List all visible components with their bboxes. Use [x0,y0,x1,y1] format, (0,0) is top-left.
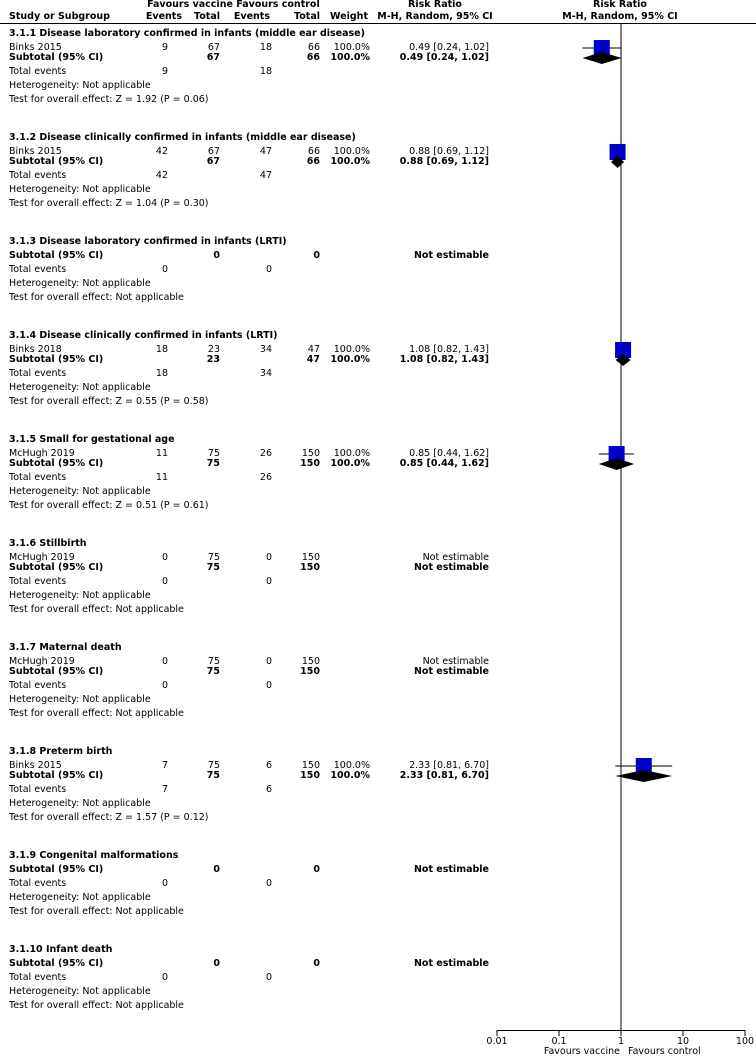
total-events-label: Total events [9,170,67,181]
subtotal-weight: 100.0% [330,52,370,63]
subgroup-title: 3.1.1 Disease laboratory confirmed in infants (middle ear disease) [9,28,365,39]
subtotal-risk-ratio-ci: 0.85 [0.44, 1.62] [399,458,489,469]
study-events-control: 26 [259,448,272,459]
total-events-label: Total events [9,972,67,983]
subtotal-total-control: 0 [313,250,320,261]
study-total-control: 150 [301,760,320,771]
subtotal-total-control: 0 [313,864,320,875]
header-group-control: Favours control [236,0,320,10]
study-total-control: 47 [307,344,320,355]
heterogeneity-text: Heterogeneity: Not applicable [9,986,151,997]
overall-effect-text: Test for overall effect: Not applicable [9,604,184,615]
study-total-vaccine: 23 [207,344,220,355]
axis-label-favours-control: Favours control [628,1046,701,1057]
study-name: McHugh 2019 [9,552,75,563]
study-total-control: 66 [307,42,320,53]
total-events-control: 0 [265,264,272,275]
heterogeneity-text: Heterogeneity: Not applicable [9,486,151,497]
study-name: Binks 2015 [9,146,62,157]
header-col-study: Study or Subgroup [9,11,110,22]
study-total-control: 66 [307,146,320,157]
subtotal-risk-ratio-ci: Not estimable [413,666,489,677]
overall-effect-text: Test for overall effect: Z = 1.57 (P = 0.12) [9,812,209,823]
subtotal-total-control: 47 [306,354,320,365]
total-events-control: 6 [265,784,272,795]
subtotal-label: Subtotal (95% CI) [9,354,104,365]
overall-effect-text: Test for overall effect: Z = 0.51 (P = 0.61) [9,500,209,511]
header-rr-plot-method: M-H, Random, 95% CI [562,11,678,22]
subtotal-total-vaccine: 67 [206,52,220,63]
total-events-vaccine: 7 [161,784,168,795]
subgroup-title: 3.1.3 Disease laboratory confirmed in infants (LRTI) [9,236,287,247]
heterogeneity-text: Heterogeneity: Not applicable [9,892,151,903]
header-col-total-vaccine: Total [194,11,220,22]
study-events-control: 0 [265,656,272,667]
subtotal-label: Subtotal (95% CI) [9,770,104,781]
study-total-control: 150 [301,448,320,459]
total-events-vaccine: 0 [161,576,168,587]
total-events-vaccine: 18 [155,368,168,379]
overall-effect-text: Test for overall effect: Z = 1.04 (P = 0.30) [9,198,209,209]
study-events-control: 34 [259,344,272,355]
study-events-vaccine: 18 [155,344,168,355]
total-events-vaccine: 9 [161,66,168,77]
total-events-vaccine: 42 [155,170,168,181]
study-risk-ratio-ci: 1.08 [0.82, 1.43] [409,344,489,355]
subtotal-risk-ratio-ci: 2.33 [0.81, 6.70] [399,770,489,781]
subtotal-weight: 100.0% [330,770,370,781]
subtotal-total-control: 66 [306,52,320,63]
total-events-control: 0 [265,878,272,889]
heterogeneity-text: Heterogeneity: Not applicable [9,694,151,705]
study-weight: 100.0% [333,42,370,53]
study-events-vaccine: 11 [155,448,168,459]
study-total-vaccine: 67 [207,42,220,53]
heterogeneity-text: Heterogeneity: Not applicable [9,798,151,809]
study-total-vaccine: 75 [207,552,220,563]
overall-effect-text: Test for overall effect: Z = 1.92 (P = 0.06) [9,94,209,105]
heterogeneity-text: Heterogeneity: Not applicable [9,80,151,91]
header-col-events-vaccine: Events [145,11,182,22]
study-name: McHugh 2019 [9,448,75,459]
subtotal-total-control: 150 [300,666,320,677]
study-risk-ratio-ci: 0.88 [0.69, 1.12] [409,146,489,157]
study-risk-ratio-ci: 0.49 [0.24, 1.02] [409,42,489,53]
study-risk-ratio-ci: 2.33 [0.81, 6.70] [409,760,489,771]
study-events-vaccine: 7 [161,760,168,771]
study-name: McHugh 2019 [9,656,75,667]
subtotal-risk-ratio-ci: Not estimable [413,958,489,969]
total-events-vaccine: 0 [161,878,168,889]
heterogeneity-text: Heterogeneity: Not applicable [9,590,151,601]
subgroup-title: 3.1.4 Disease clinically confirmed in infants (LRTI) [9,330,278,341]
study-events-control: 18 [259,42,272,53]
study-weight: 100.0% [333,448,370,459]
total-events-control: 26 [259,472,272,483]
study-weight: 100.0% [333,344,370,355]
subtotal-label: Subtotal (95% CI) [9,666,104,677]
subtotal-risk-ratio-ci: 0.88 [0.69, 1.12] [399,156,489,167]
study-risk-ratio-ci: 0.85 [0.44, 1.62] [409,448,489,459]
header-col-events-control: Events [233,11,270,22]
axis-tick-label: 10 [676,1036,690,1047]
study-name: Binks 2015 [9,760,62,771]
study-weight: 100.0% [333,146,370,157]
study-name: Binks 2015 [9,42,62,53]
study-weight: 100.0% [333,760,370,771]
study-events-vaccine: 0 [161,656,168,667]
subtotal-total-control: 150 [300,458,320,469]
subgroup-title: 3.1.5 Small for gestational age [9,434,175,445]
subtotal-risk-ratio-ci: 0.49 [0.24, 1.02] [399,52,489,63]
total-events-label: Total events [9,878,67,889]
subtotal-diamond [599,458,634,470]
total-events-label: Total events [9,472,67,483]
study-total-control: 150 [301,552,320,563]
heterogeneity-text: Heterogeneity: Not applicable [9,278,151,289]
total-events-vaccine: 0 [161,680,168,691]
study-events-vaccine: 9 [161,42,168,53]
total-events-control: 47 [259,170,272,181]
heterogeneity-text: Heterogeneity: Not applicable [9,382,151,393]
subtotal-weight: 100.0% [330,458,370,469]
subtotal-weight: 100.0% [330,354,370,365]
subgroup-title: 3.1.8 Preterm birth [9,746,113,757]
subtotal-label: Subtotal (95% CI) [9,958,104,969]
subtotal-weight: 100.0% [330,156,370,167]
study-total-vaccine: 75 [207,760,220,771]
total-events-control: 0 [265,680,272,691]
subtotal-label: Subtotal (95% CI) [9,458,104,469]
subtotal-total-control: 150 [300,562,320,573]
subgroup-title: 3.1.10 Infant death [9,944,113,955]
study-events-vaccine: 42 [155,146,168,157]
subtotal-diamond [615,770,672,782]
heterogeneity-text: Heterogeneity: Not applicable [9,184,151,195]
study-total-vaccine: 75 [207,448,220,459]
study-name: Binks 2018 [9,344,62,355]
total-events-label: Total events [9,66,67,77]
subtotal-total-vaccine: 23 [206,354,220,365]
subtotal-total-vaccine: 75 [206,770,220,781]
total-events-vaccine: 0 [161,264,168,275]
subtotal-total-vaccine: 75 [206,562,220,573]
overall-effect-text: Test for overall effect: Not applicable [9,1000,184,1011]
overall-effect-text: Test for overall effect: Z = 0.55 (P = 0.58) [9,396,209,407]
overall-effect-text: Test for overall effect: Not applicable [9,292,184,303]
subgroup-title: 3.1.2 Disease clinically confirmed in infants (middle ear disease) [9,132,356,143]
subgroup-title: 3.1.6 Stillbirth [9,538,87,549]
total-events-control: 0 [265,972,272,983]
study-risk-ratio-ci: Not estimable [422,552,489,563]
study-events-vaccine: 0 [161,552,168,563]
overall-effect-text: Test for overall effect: Not applicable [9,906,184,917]
subtotal-total-vaccine: 0 [213,958,220,969]
header-col-total-control: Total [294,11,320,22]
subtotal-total-control: 66 [306,156,320,167]
subtotal-risk-ratio-ci: Not estimable [413,250,489,261]
axis-tick-label: 100 [735,1036,755,1047]
total-events-label: Total events [9,680,67,691]
subtotal-risk-ratio-ci: 1.08 [0.82, 1.43] [399,354,489,365]
subgroup-title: 3.1.7 Maternal death [9,642,122,653]
overall-effect-text: Test for overall effect: Not applicable [9,708,184,719]
total-events-control: 0 [265,576,272,587]
axis-tick-label: 1 [617,1036,625,1047]
study-events-control: 47 [259,146,272,157]
subgroup-title: 3.1.9 Congenital malformations [9,850,179,861]
subtotal-risk-ratio-ci: Not estimable [413,864,489,875]
axis-tick-label: 0.01 [486,1036,508,1047]
study-risk-ratio-ci: Not estimable [422,656,489,667]
axis-label-favours-vaccine: Favours vaccine [543,1046,620,1057]
total-events-label: Total events [9,368,67,379]
total-events-label: Total events [9,576,67,587]
total-events-label: Total events [9,264,67,275]
header-rr-table-title: Risk Ratio [408,0,462,10]
total-events-vaccine: 11 [155,472,168,483]
subtotal-total-vaccine: 75 [206,458,220,469]
subtotal-label: Subtotal (95% CI) [9,156,104,167]
header-rr-table-method: M-H, Random, 95% CI [377,11,493,22]
header-rr-plot-title: Risk Ratio [593,0,647,10]
subtotal-total-vaccine: 0 [213,250,220,261]
study-total-vaccine: 67 [207,146,220,157]
total-events-label: Total events [9,784,67,795]
subtotal-label: Subtotal (95% CI) [9,864,104,875]
study-total-vaccine: 75 [207,656,220,667]
subtotal-total-vaccine: 75 [206,666,220,677]
total-events-control: 34 [259,368,272,379]
subtotal-label: Subtotal (95% CI) [9,250,104,261]
subtotal-label: Subtotal (95% CI) [9,562,104,573]
subtotal-risk-ratio-ci: Not estimable [413,562,489,573]
header-group-vaccine: Favours vaccine [147,0,233,10]
study-events-control: 6 [265,760,272,771]
axis-tick-label: 0.1 [551,1036,567,1047]
subtotal-total-vaccine: 0 [213,864,220,875]
total-events-control: 18 [259,66,272,77]
study-total-control: 150 [301,656,320,667]
total-events-vaccine: 0 [161,972,168,983]
header-col-weight: Weight [330,11,368,22]
subtotal-total-vaccine: 67 [206,156,220,167]
subtotal-total-control: 150 [300,770,320,781]
subtotal-total-control: 0 [313,958,320,969]
subtotal-diamond [583,52,622,64]
study-events-control: 0 [265,552,272,563]
subtotal-label: Subtotal (95% CI) [9,52,104,63]
